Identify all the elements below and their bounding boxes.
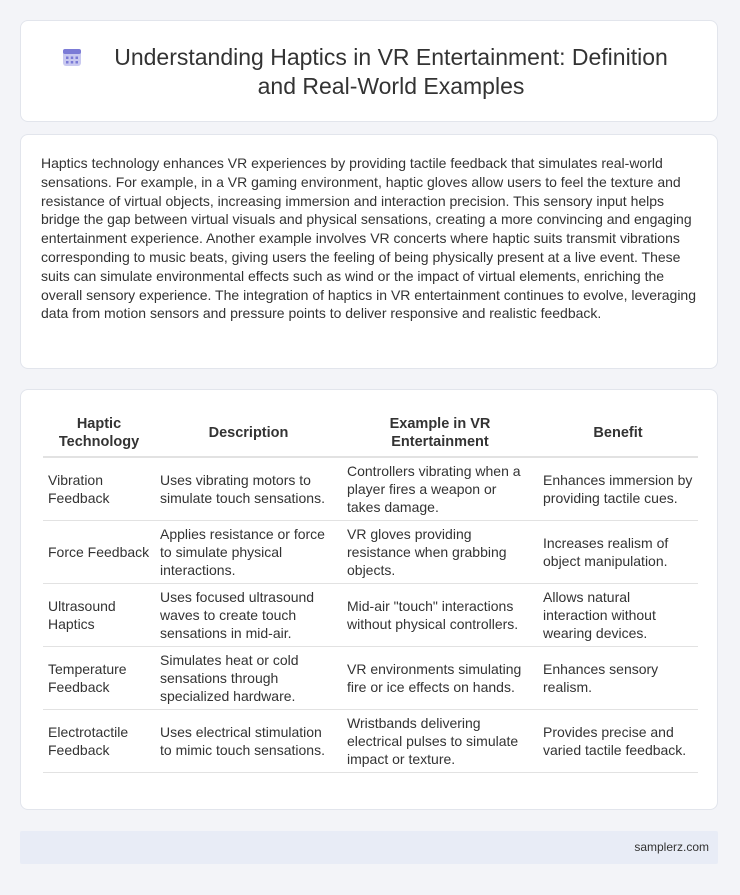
cell-description: Uses vibrating motors to simulate touch sensations. [155,458,342,521]
cell-example: Wristbands delivering electrical pulses to simulate impact or texture. [342,710,538,773]
table-card [20,389,718,810]
cell-benefit: Provides precise and varied tactile feedback. [538,710,698,773]
cell-example: Mid-air "touch" interactions without physical controllers. [342,584,538,647]
cell-benefit: Increases realism of object manipulation. [538,521,698,584]
cell-example: VR gloves providing resistance when grabbing objects. [342,521,538,584]
cell-benefit: Allows natural interaction without wearing devices. [538,584,698,647]
cell-technology: Temperature Feedback [43,647,155,710]
cell-description: Applies resistance or force to simulate physical interactions. [155,521,342,584]
cell-description: Uses focused ultrasound waves to create touch sensations in mid-air. [155,584,342,647]
cell-technology: Force Feedback [43,521,155,584]
header-example: Example in VR Entertainment [342,410,538,458]
table-row [43,647,698,710]
header-description: Description [155,410,342,458]
cell-example: VR environments simulating fire or ice effects on hands. [342,647,538,710]
cell-technology: Ultrasound Haptics [43,584,155,647]
cell-example: Controllers vibrating when a player fires a weapon or takes damage. [342,458,538,521]
intro-card [20,134,718,369]
intro-paragraph: Haptics technology enhances VR experiences by providing tactile feedback that simulates real-world sensations. For example, in a VR gaming environment, haptic gloves allow users to feel the texture and resistance of virtual objects, increasing immersion and interaction precision. This sensory input helps bridge the gap between virtual visuals and physical sensations, creating a more convincing and engaging entertainment experience. Another example involves VR concerts where haptic suits transmit vibrations corresponding to music beats, giving users the feeling of being physically present at a live event. These suits can simulate environmental effects such as wind or the impact of virtual elements, enriching the overall sensory experience. The integration of haptics in VR entertainment continues to evolve, leveraging data from motion sensors and pressure points to deliver responsive and realistic feedback. [41,155,697,322]
footer-site-link[interactable]: samplerz.com [634,840,709,854]
header-benefit: Benefit [538,410,698,458]
table-row [43,521,698,584]
title-card [20,20,718,122]
table-header-row [43,410,698,458]
cell-benefit: Enhances sensory realism. [538,647,698,710]
footer-bar [20,831,718,864]
header-haptic-technology: Haptic Technology [43,410,155,458]
table-row [43,710,698,773]
haptics-table [43,410,698,773]
cell-technology: Electrotactile Feedback [43,710,155,773]
cell-description: Simulates heat or cold sensations through specialized hardware. [155,647,342,710]
table-row [43,584,698,647]
cell-technology: Vibration Feedback [43,458,155,521]
cell-benefit: Enhances immersion by providing tactile cues. [538,458,698,521]
cell-description: Uses electrical stimulation to mimic touch sensations. [155,710,342,773]
page-title: Understanding Haptics in VR Entertainment: Definition and Real-World Examples [114,44,668,99]
table-row [43,458,698,521]
